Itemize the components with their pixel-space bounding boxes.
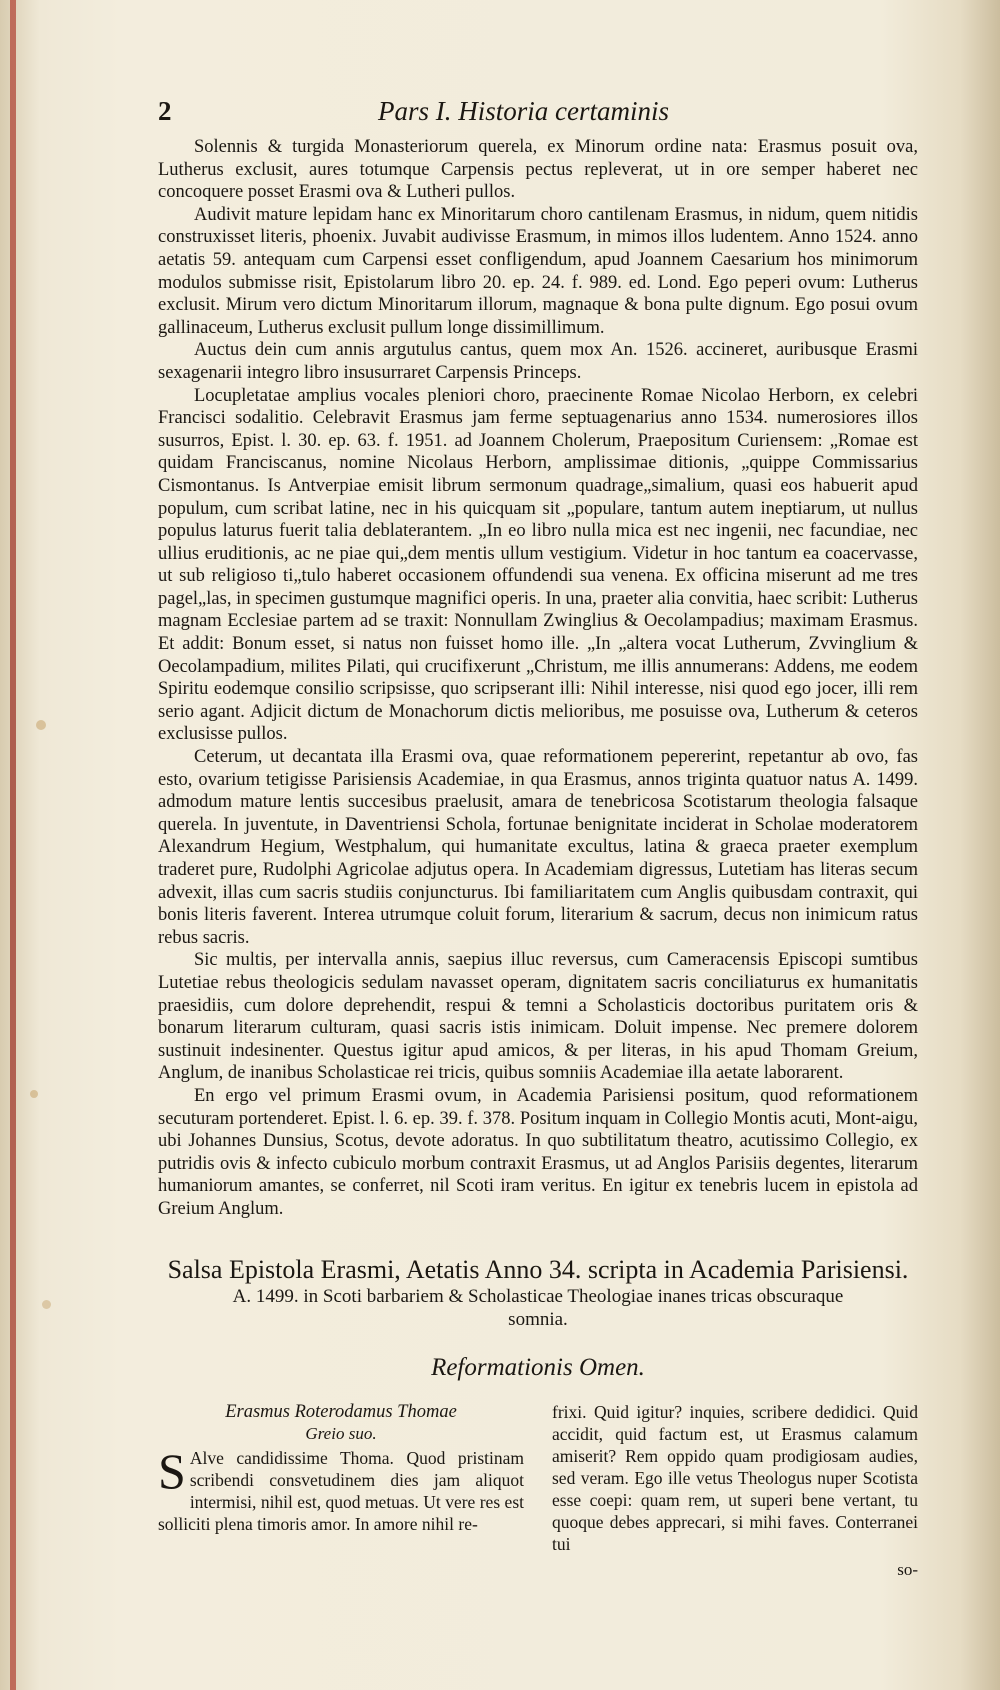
letter-text: Alve candidissime Thoma. Quod pristinam scribendi consvetudinem dies jam aliquot intermisi, nihil est, quod metuas. Ut vere res est solliciti plena timoris amor. In amore nihil re- bbox=[158, 1448, 524, 1535]
body-paragraph: Sic multis, per intervalla annis, saepius illuc reversus, cum Cameracensis Episcopi sumtibus Lutetiae rebus theologicis sedulam navasset operam, dignitatem sacris conciliaturus ex humanitatis praesidiis, cum dolore deprehendit, respui & temni a Scholasticis doctoribus puritatem oris & bonarum literarum culturam, quasi sacris istis inimicam. Doluit impense. Nec premere dolorem sustinuit indesinenter. Questus igitur apud amicos, & per literas, in his apud Thomam Greium, Anglum, de inanibus Scholasticae rei tricis, quibus somniis Academiae illa aetate laborarent. bbox=[158, 950, 918, 1084]
letter-text: frixi. Quid igitur? inquies, scribere dedidici. Quid accidit, quid factum est, ut Erasmus calamum amiserit? Rem oppido quam prodigiosam audies, sed veram. Ego ille vetus Theologus nuper Scotista esse coepi: quam rem, ut superi bene vertant, tu quoque debes apprecari, si mihi faves. Conterranei tui bbox=[552, 1402, 918, 1555]
foxing-spot bbox=[30, 1090, 38, 1098]
letter-column-right bbox=[552, 1401, 918, 1581]
letter-addressee: Erasmus Roterodamus Thomae bbox=[225, 1402, 457, 1423]
running-title: Pars I. Historia certaminis bbox=[378, 96, 670, 126]
letter-columns bbox=[158, 1401, 918, 1581]
letter-addressee-name: Greio suo. bbox=[305, 1424, 377, 1444]
letter-column-left bbox=[158, 1401, 524, 1581]
catchword: so- bbox=[897, 1560, 918, 1580]
page-header bbox=[158, 96, 918, 126]
page-content bbox=[158, 96, 918, 1581]
drop-cap: S bbox=[158, 1443, 186, 1500]
page-edge-binding bbox=[10, 0, 16, 1690]
page-number: 2 bbox=[158, 96, 172, 126]
foxing-spot bbox=[36, 720, 46, 730]
foxing-spot bbox=[42, 1300, 51, 1309]
body-paragraph: Audivit mature lepidam hanc ex Minoritarum choro cantilenam Erasmus, in nidum, quem nitidis construxisset literis, phoenix. Juvabit audivisse Erasmum, in mimos illos ludentem. Anno 1524. anno aetatis 59. antequam cum Carpensi esset confligendum, apud Joannem Caesarium hos minimorum modulos submisse risit, Epistolarum libro 20. ep. 24. f. 989. ed. Lond. Ego peperi ovum: Lutherus exclusit. Mirum vero dictum Minoritarum illorum, magnaque & bona pulte dignum. Ego posui ovum gallinaceum, Lutherus exclusit pullum longe dissimillimum. bbox=[158, 204, 918, 338]
body-paragraph: Auctus dein cum annis argutulus cantus, quem mox An. 1526. accineret, auribusque Erasmi sexagenarii integro libro insusurraret Carpensis Princeps. bbox=[158, 340, 918, 383]
section-heading: Reformationis Omen. bbox=[431, 1353, 645, 1381]
letter-subtitle: A. 1499. in Scoti barbariem & Scholasticae Theologiae inanes tricas obscuraque somnia. bbox=[232, 1285, 844, 1330]
body-paragraph: Locupletatae amplius vocales pleniori choro, praecinente Romae Nicolao Herborn, ex celebri Francisci sodalitio. Celebravit Erasmus jam ferme septuagenarius anno 1534. numerosiores illos susurros, Epist. l. 30. ep. 63. f. 1951. ad Joannem Cholerum, Praepositum Curiensem: „Romae est quidam Franciscanus, nomine Nicolaus Herborn, amplissimae ditionis, „quippe Commissarius Cismontanus. Is Antverpiae emisit librum sermonum quadrage„simalium, quasi eos habuerit apud populum, cum scribat latine, nec in his quicquam sit „populare, tantum autem ineptiarum, ut nullus populus laturus fuerit talia deblaterantem. „In eo libro nulla mica est nec ingenii, nec facundiae, nec ullius eruditionis, ac ne piae qui„dem mentis ullum vestigium. Videtur in hoc tantum ea coacervasse, ut sub religioso ti„tulo haberet occasionem offundendi sua venena. Ex officina miserunt ad me tres pagel„las, in specimen gustumque magnifici operis. In una, praeter alia convitia, haec scribit: Lutherus magnam Ecclesiae partem ad se traxit: Nonnullam Zwinglius & Oecolampadius; maximam Erasmus. Et addit: Bonum esset, si natus non fuisset homo ille. „In „altera vocat Lutherum, Zvvinglium & Oecolampadium, milites Pilati, qui crucifixerunt „Christum, me illis annumerans: Addens, me eodem Spiritu eodemque consilio scripsisse, quo scripserant illi: Nihil interesse, nisi quod ego jocer, illi rem serio agant. Adjicit dictum de Monachorum dictis melioribus, me posuisse ova, Lutherum & ceteros exclusisse pullos. bbox=[158, 385, 918, 745]
body-paragraph: Solennis & turgida Monasteriorum querela, ex Minorum ordine nata: Erasmus posuit ova, Lutherus exclusit, aures totumque Carpensis pectus repleverat, ut in ore semper haberet nec concoquere posset Erasmi ova & Lutheri pullos. bbox=[158, 137, 918, 203]
body-paragraph: En ergo vel primum Erasmi ovum, in Academia Parisiensi positum, quod reformationem secuturam portenderet. Epist. l. 6. ep. 39. f. 378. Positum inquam in Collegio Montis acuti, Mont-aigu, ubi Johannes Dunsius, Scotus, devote adoratus. In quo subtilitatum theatro, acutissimo Collegio, ex putridis ovis & infecto cubiculo morbum contraxit Erasmus, ut ad Anglos Parisiis degentes, literarum humaniorum amantes, se conferret, nil Scoti iram veritus. En igitur ex tenebris lucem in epistola ad Greium Anglum. bbox=[158, 1085, 918, 1219]
letter-title: Salsa Epistola Erasmi, Aetatis Anno 34. scripta in Academia Parisiensi. bbox=[167, 1254, 909, 1284]
body-paragraph: Ceterum, ut decantata illa Erasmi ova, quae reformationem pepererint, repetantur ab ovo, fas esto, ovarium tetigisse Parisiensis Academiae, in qua Erasmus, annos triginta quatuor natus A. 1499. admodum mature lentis succesibus praelusit, amara de tenebricosa Scotistarum theologia falsaque querela. In juventute, in Daventriensi Schola, fortunae benignitate inciderat in Scholae moderatorem Alexandrum Hegium, Westphalum, qui humanitate excultus, latina & graeca praeter exemplum traderet pure, Rudolphi Agricolae adjutus opera. In Academiam digressus, Lutetiam has literas secum advexit, illas cum sacris studiis conjuncturus. Ibi familiaritatem cum Anglis quibusdam contraxit, qui bonis literis faverent. Interea utrumque coluit forum, literarium & sacrum, decus non inimicum ratus rebus sacris. bbox=[158, 747, 918, 948]
